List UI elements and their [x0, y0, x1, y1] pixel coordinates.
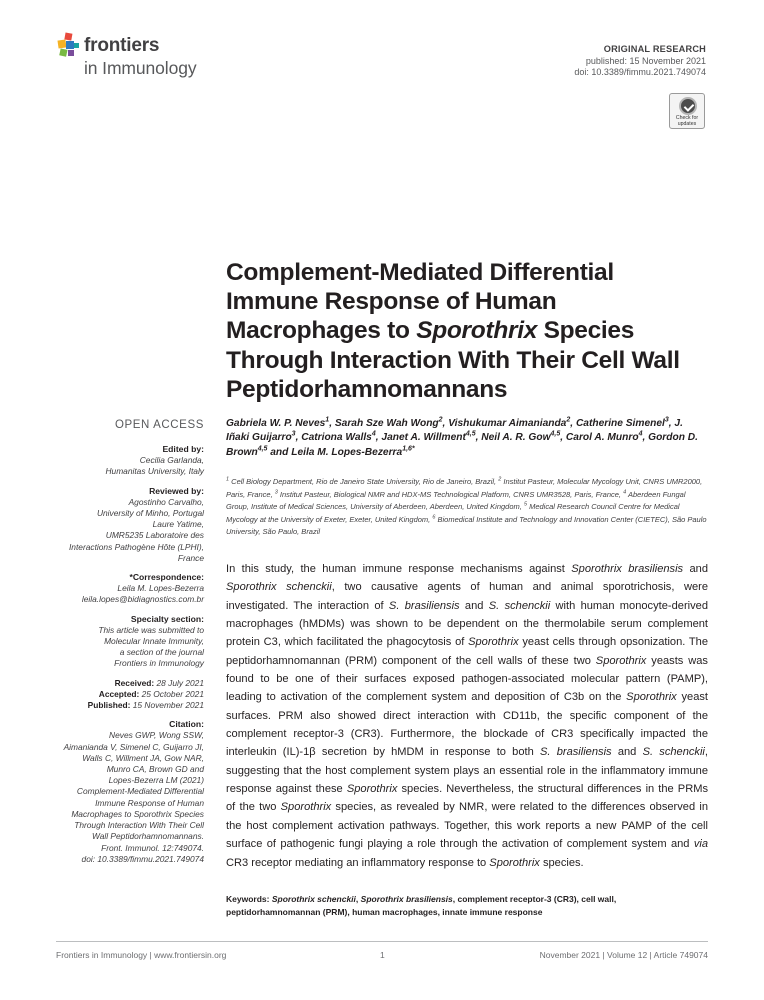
specialty-section: Specialty section: This article was submitted to Molecular Innate Immunity, a section of the journal Frontiers in Immunology [4, 614, 204, 670]
affiliation-item: Biomedical Institute and Technology and Innovation Center (CIETEC), São Paulo University, São Paulo, Brazil [226, 514, 707, 537]
article-sidebar [4, 418, 204, 873]
author-name[interactable]: J. Iñaki Guijarro [226, 418, 683, 444]
author-name[interactable]: Gabriela W. P. Neves [226, 418, 326, 429]
author-name[interactable]: Neil A. R. Gow [481, 432, 551, 444]
page-number: 1 [380, 950, 385, 960]
sidebar-line: Laure Yatime, [152, 519, 204, 530]
edited-by-section: Edited by: Cecilia Garlanda, Humanitas University, Italy [4, 444, 204, 478]
author-name[interactable]: Janet A. Willment [381, 432, 466, 444]
author-affiliation-ref: 3 [664, 416, 669, 424]
sidebar-line: Frontiers in Immunology [114, 658, 204, 669]
author-affiliation-ref: 1,6* [402, 445, 415, 453]
affiliation-item: Institut Pasteur, Molecular Mycology Unit, CNRS UMR2000, Paris, France, [226, 477, 703, 499]
affiliations: $^1$ Cell Biology Department, Rio de Janeiro State University, Rio de Janeiro, Brazil, $^2$ Institut Pasteur, Molecular Mycology Unit, CNRS UMR2000, Paris, France, $^3$ Institut Pasteur, Biological NMR and HDX-MS Technological Platform, CNRS UMR3528, Paris, France, $^4$ Aberdeen Fungal Group, Institute of Medical Sciences, University of Aberdeen, Aberdeen, United Kingdom, $^5$ Medical Research Council Centre for Medical Mycology at the University of Exeter, Exeter, United Kingdom, $^6$ Biomedical Institute and Technology and Innovation Center (CIETEC), São Paulo University, São Paulo, Brazil [226, 476, 707, 537]
dates-section: Received: 28 July 2021 Accepted: 25 October 2021 Published: 15 November 2021 [87, 677, 204, 711]
sidebar-line: Macrophages to Sporothrix Species [71, 808, 204, 819]
author-name[interactable]: Catherine Simenel [575, 418, 665, 429]
sidebar-line: This article was submitted to [98, 624, 204, 635]
sidebar-line: Front. Immunol. 12:749074. [101, 842, 204, 853]
author-name[interactable]: Carol A. Munro [565, 432, 639, 444]
sidebar-line: a section of the journal [119, 647, 204, 658]
sidebar-line: Lopes-Bezerra LM (2021) [108, 775, 204, 786]
author-affiliation-ref: 2 [438, 416, 443, 424]
author-affiliation-ref: 4,5 [257, 445, 268, 453]
journal-name-line2: in Immunology [84, 58, 197, 78]
author-name[interactable]: Gordon D. Brown [226, 432, 698, 458]
sidebar-line: doi: 10.3389/fimmu.2021.749074 [81, 853, 204, 864]
author-affiliation-ref: 1 [325, 416, 330, 424]
article-header-info [574, 44, 706, 79]
check-for-updates-button[interactable] [669, 93, 705, 129]
sidebar-line: Humanitas University, Italy [105, 466, 204, 477]
author-affiliation-ref: 2 [566, 416, 571, 424]
sidebar-line: Agostinho Carvalho, [128, 496, 204, 507]
author-name[interactable]: Vishukumar Aimanianda [448, 418, 567, 429]
author-affiliation-ref: 4,5 [465, 431, 476, 439]
sidebar-line: Munro CA, Brown GD and [106, 764, 204, 775]
footer-divider [56, 941, 708, 942]
citation-section: Citation: Neves GWP, Wong SSW, Aimanianda V, Simenel C, Guijarro JI, Walls C, Willment JA, Gow NAR, Munro CA, Brown GD and Lopes-Bezerra LM (2021) Complement-Mediated Differential Immune Response of Human Macrophages to Sporothrix Species Through Interaction With Their Cell Wall Peptidorhamnomannans. Front. Immunol. 12:749074. doi: 10.3389/fimmu.2021.749074 [4, 719, 204, 865]
author-affiliation-ref: 4 [638, 431, 643, 439]
published-date: published: 15 November 2021 [585, 55, 706, 66]
author-name[interactable]: Leila M. Lopes-Bezerra [291, 446, 403, 458]
author-list: Gabriela W. P. Neves$^1$, Sarah Sze Wah Wong$^2$, Vishukumar Aimanianda$^2$, Catherine Simenel$^3$, J. Iñaki Guijarro$^3$, Catriona Walls$^4$, Janet A. Willment$^{4,5}$, Neil A. R. Gow$^{4,5}$, Carol A. Munro$^4$, Gordon D. Brown$^{4,5}$ and Leila M. Lopes-Bezerra$^{1,6*}$ [226, 416, 698, 458]
article-doi[interactable]: doi: 10.3389/fimmu.2021.749074 [574, 67, 706, 77]
sidebar-line: France [177, 552, 204, 563]
abstract: In this study, the human immune response mechanisms against Sporothrix brasiliensis and Sporothrix schenckii, two causative agents of human and animal sporotrichosis, were investigated. The interaction of S. brasiliensis and S. schenckii with human monocyte-derived macrophages (hMDMs) was shown to be dependent on the thermolabile serum complement protein C3, which facilitated the phagocytosis of Sporothrix yeast cells through opsonization. The peptidorhamnomannan (PRM) component of the cell walls of these two Sporothrix yeasts was found to be one of their surfaces exposed pathogen-associated molecular pattern (PAMP), leading to activation of the complement system and deposition of C3b on the Sporothrix yeast surfaces. PRM also showed direct interaction with CD11b, the specific component of the complement receptor-3 (CR3). Furthermore, the blockade of CR3 specifically impacted the interleukin (IL)-1β secretion by hMDM in response to both S. brasiliensis and S. schenckii, suggesting that the host complement system plays an essential role in the inflammatory immune response against these Sporothrix species. Nevertheless, the structural differences in the PRMs of the two Sporothrix species, as revealed by NMR, were related to the differences observed in the host complement activation pathways. Together, this work reports a new PAMP of the cell surface of pathogenic fungi playing a role through the activation of complement system and via CR3 receptor mediating an inflammatory response to Sporothrix species. [226, 563, 709, 869]
journal-logo [56, 32, 216, 82]
author-name[interactable]: Sarah Sze Wah Wong [334, 418, 439, 429]
sidebar-line: Leila M. Lopes-Bezerra [117, 583, 204, 594]
open-access-label: OPEN ACCESS [114, 419, 204, 431]
author-name[interactable]: Catriona Walls [301, 432, 372, 444]
sidebar-line: Immune Response of Human [95, 797, 204, 808]
footer-volume-info: November 2021 | Volume 12 | Article 749074 [539, 950, 708, 960]
sidebar-line: Complement-Mediated Differential [76, 786, 204, 797]
affiliation-item: Cell Biology Department, Rio de Janeiro State University, Rio de Janeiro, Brazil, [229, 477, 499, 486]
check-updates-label: Check for updates [675, 115, 699, 127]
correspondence-section: *Correspondence: Leila M. Lopes-Bezerra leila.lopes@bidiagnostics.com.br [4, 572, 204, 606]
sidebar-line: Through Interaction With Their Cell [74, 820, 204, 831]
frontiers-logo-icon [56, 32, 84, 62]
sidebar-line: University of Minho, Portugal [96, 508, 204, 519]
affiliation-item: Aberdeen Fungal Group, Institute of Medical Sciences, University of Aberdeen, Aberdeen, United Kingdom, [226, 489, 686, 512]
footer-journal-link[interactable]: Frontiers in Immunology | www.frontiersin.org [56, 950, 227, 960]
author-affiliation-ref: 4,5 [550, 431, 561, 439]
reviewed-by-section: Reviewed by: Agostinho Carvalho, University of Minho, Portugal Laure Yatime, UMR5235 Laboratoire des Interactions Pathogène Hôte (LPHI), France [4, 486, 204, 564]
sidebar-line: leila.lopes@bidiagnostics.com.br [81, 594, 204, 605]
affiliation-item: Institut Pasteur, Biological NMR and HDX-MS Technological Platform, CNRS UMR3528, Paris, France, [277, 489, 624, 499]
article-type: ORIGINAL RESEARCH [603, 44, 706, 54]
sidebar-line: Neves GWP, Wong SSW, [109, 730, 204, 741]
check-updates-icon [679, 97, 697, 115]
sidebar-line: Aimanianda V, Simenel C, Guijarro JI, [63, 741, 204, 752]
author-affiliation-ref: 3 [291, 431, 296, 439]
sidebar-line: UMR5235 Laboratoire des [105, 530, 204, 541]
sidebar-line: Walls C, Willment JA, Gow NAR, [82, 752, 204, 763]
keywords: Keywords: Sporothrix schenckii, Sporothrix brasiliensis, complement receptor-3 (CR3), cell wall, peptidorhamnomannan (PRM), human macrophages, innate immune response [226, 894, 617, 917]
author-affiliation-ref: 4 [371, 431, 376, 439]
sidebar-line: Wall Peptidorhamnomannans. [91, 831, 204, 842]
sidebar-line: Molecular Innate Immunity, [104, 636, 204, 647]
affiliation-item: Medical Research Council Centre for Medical Mycology at the University of Exeter, Exeter, United Kingdom, [226, 502, 680, 524]
sidebar-line: Interactions Pathogène Hôte (LPHI), [68, 541, 204, 552]
journal-name-line1: frontiers [84, 35, 160, 56]
sidebar-line: Cecilia Garlanda, [139, 455, 204, 466]
article-title: Complement-Mediated Differential Immune Response of Human Macrophages to Sporothrix Species Through Interaction With Their Cell Wall Peptidorhamnomannans [226, 259, 680, 403]
